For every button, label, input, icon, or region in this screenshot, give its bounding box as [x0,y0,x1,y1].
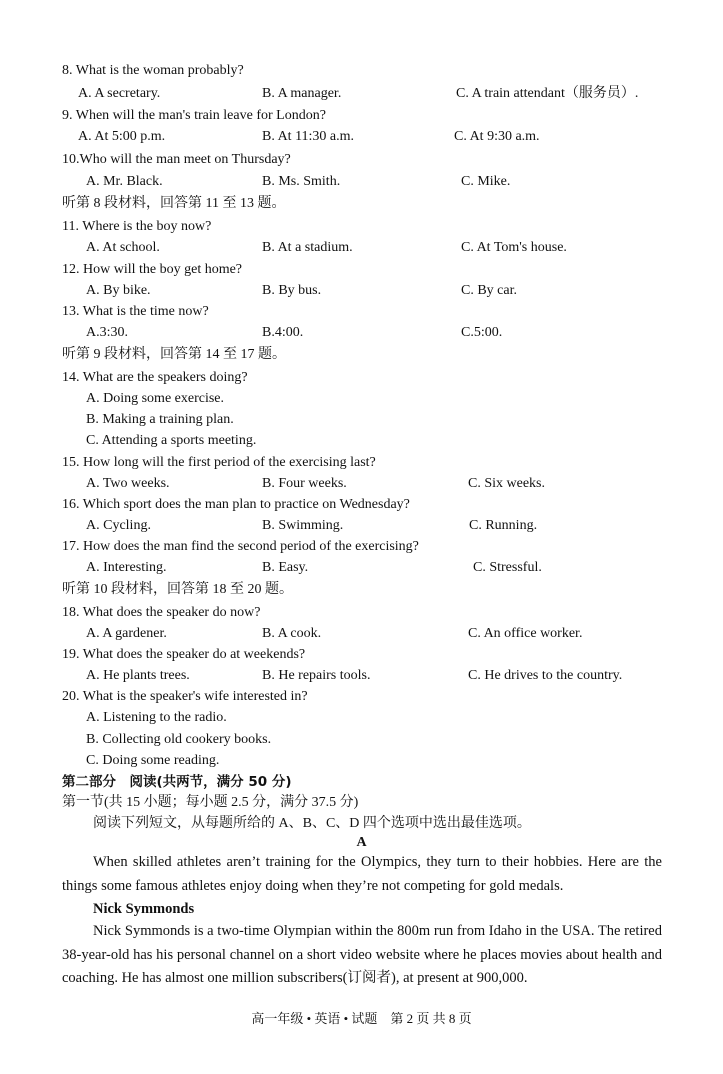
option-c: C. Six weeks. [468,476,545,491]
option-c: C. He drives to the country. [468,668,623,683]
question-stem: 15. How long will the first period of the exercising last? [62,455,376,470]
option-c: C. Running. [469,518,538,533]
option-c: C.5:00. [461,325,503,340]
section-instruction: 听第 9 段材料，回答第 14 至 17 题。 [62,347,286,362]
passage-paragraph: Nick Symmonds is a two-time Olympian within the 800m run from Idaho in the USA. The retired 38-year-old has his personal channel on a short video website where he places movies about health and coaching. He has almost one million subscribers(订阅者), at present at 900,000. [62,923,662,986]
option-a: A. A secretary. [78,86,161,101]
question-stem: 10.Who will the man meet on Thursday? [62,152,291,167]
option-a: A. Two weeks. [86,476,170,491]
option-c: C. Doing some reading. [86,753,220,768]
section-instruction: 听第 10 段材料，回答第 18 至 20 题。 [62,582,293,597]
question-stem: 19. What does the speaker do at weekends? [62,647,306,662]
option-a: A. Mr. Black. [86,174,163,189]
option-b: B. By bus. [262,283,322,298]
option-b: B. Easy. [262,560,309,575]
option-c: C. By car. [461,283,517,298]
option-c: C. Stressful. [473,560,542,575]
option-a: A. Doing some exercise. [86,391,225,406]
option-c: C. A train attendant（服务员）. [456,86,639,101]
option-a: A.3:30. [86,325,128,340]
question-stem: 20. What is the speaker's wife interested in? [62,689,308,704]
question-stem: 9. When will the man's train leave for London? [62,108,326,123]
option-c: C. Attending a sports meeting. [86,433,257,448]
option-a: A. By bike. [86,283,151,298]
option-c: C. At Tom's house. [461,240,567,255]
option-b: B. Ms. Smith. [262,174,341,189]
option-a: A. At 5:00 p.m. [78,129,166,144]
option-b: B. Making a training plan. [86,412,234,427]
passage-intro: When skilled athletes aren’t training for the Olympics, they turn to their hobbies. Here are the things some famous athletes enjoy doing when they’re not competing for gold medals. [62,854,662,894]
option-a: A. Interesting. [86,560,167,575]
question-stem: 14. What are the speakers doing? [62,370,248,385]
section-subheading: 第一节(共 15 小题；每小题 2.5 分，满分 37.5 分) [62,795,359,810]
option-b: B. A cook. [262,626,322,641]
page-footer: 高一年级 • 英语 • 试题 第 2 页 共 8 页 [251,1011,472,1026]
option-b: B. At 11:30 a.m. [262,129,355,144]
question-stem: 8. What is the woman probably? [62,63,244,78]
option-b: B. He repairs tools. [262,668,371,683]
option-a: A. At school. [86,240,160,255]
option-b: B. Four weeks. [262,476,347,491]
option-b: B.4:00. [262,325,304,340]
option-a: A. A gardener. [86,626,167,641]
option-c: C. At 9:30 a.m. [454,129,540,144]
option-a: A. He plants trees. [86,668,190,683]
option-b: B. Swimming. [262,518,344,533]
passage-label: A [356,835,367,850]
question-stem: 11. Where is the boy now? [62,219,212,234]
question-stem: 16. Which sport does the man plan to practice on Wednesday? [62,497,410,512]
option-c: C. Mike. [461,174,511,189]
section-instruction: 听第 8 段材料，回答第 11 至 13 题。 [62,196,286,211]
option-a: A. Listening to the radio. [86,710,227,725]
option-b: B. A manager. [262,86,342,101]
question-stem: 18. What does the speaker do now? [62,605,261,620]
person-heading: Nick Symmonds [93,901,195,917]
part-heading: 第二部分 阅读(共两节，满分 50 分) [62,774,292,790]
question-stem: 17. How does the man find the second period of the exercising? [62,539,419,554]
option-c: C. An office worker. [468,626,583,641]
question-stem: 13. What is the time now? [62,304,209,319]
question-stem: 12. How will the boy get home? [62,262,243,277]
option-b: B. Collecting old cookery books. [86,732,272,747]
option-b: B. At a stadium. [262,240,353,255]
reading-instruction: 阅读下列短文，从每题所给的 A、B、C、D 四个选项中选出最佳选项。 [93,816,531,831]
option-a: A. Cycling. [86,518,151,533]
